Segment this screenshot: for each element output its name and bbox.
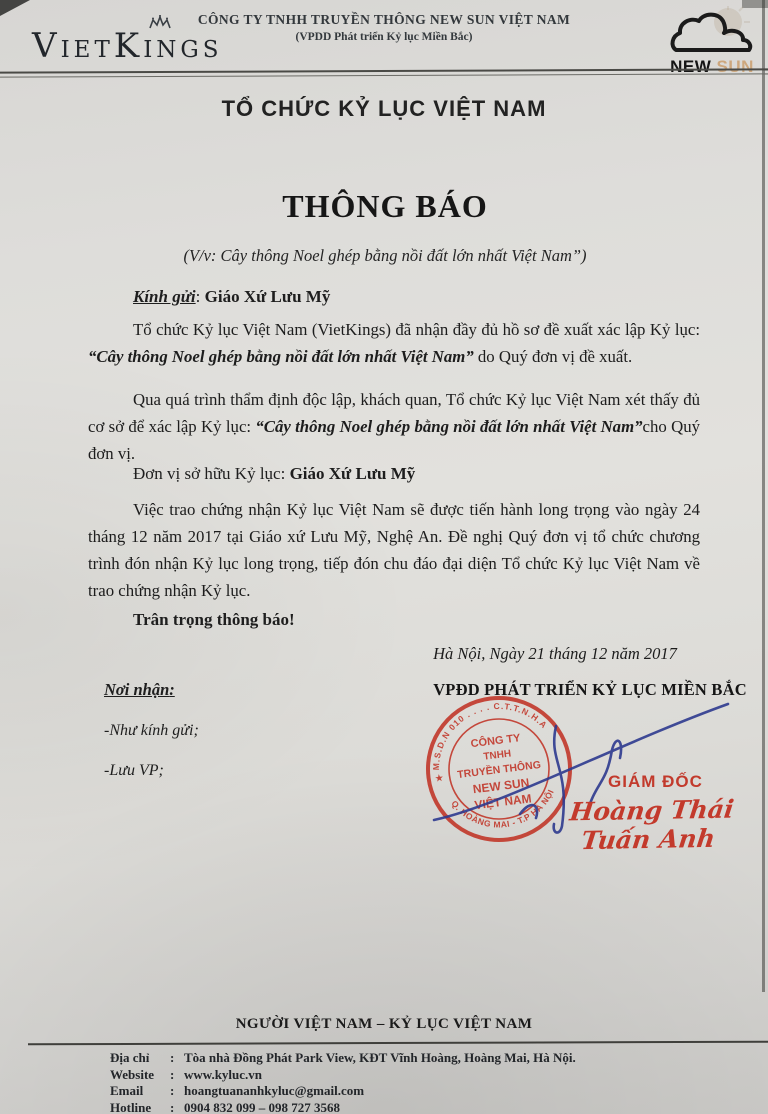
recipient-item: -Lưu VP; <box>104 762 164 779</box>
footer-divider <box>28 1041 768 1046</box>
company-name: CÔNG TY TNHH TRUYỀN THÔNG NEW SUN VIỆT NAM <box>197 12 571 27</box>
crown-icon <box>148 14 172 33</box>
paragraph-3: Việc trao chứng nhận Kỷ lục Việt Nam sẽ được tiến hành long trọng vào ngày 24 tháng 12 năm 2017 tại Giáo xứ Lưu Mỹ, Nghệ An. Đề nghị Quý đơn vị tổ chức chương trình đón nhận Kỷ lục long trọng, tiếp đón chu đáo đại diện Tổ chức Kỷ lục Việt Nam về trao chứng nhận Kỷ lục. <box>88 500 700 600</box>
vietkings-logo: VIETKINGS <box>32 26 223 66</box>
stamp-line: NEW SUN <box>472 775 531 797</box>
date-line: Hà Nội, Ngày 21 tháng 12 năm 2017 <box>433 644 677 663</box>
record-name: “Cây thông Noel ghép bằng nồi đất lớn nhất Việt Nam” <box>88 347 474 366</box>
owner-line: Đơn vị sở hữu Kỷ lục: Giáo Xứ Lưu Mỹ <box>133 464 416 483</box>
director-title: GIÁM ĐỐC <box>608 772 703 791</box>
owner-name: Giáo Xứ Lưu Mỹ <box>289 464 416 483</box>
footer-row-website: Website : www.kyluc.vn <box>110 1066 263 1082</box>
stamp-ring-top-text: M.S.D.N 010 . . . . C.T.T.N.H.A <box>430 700 550 771</box>
record-name: “Cây thông Noel ghép bằng nồi đất lớn nhất Việt Nam” <box>255 417 643 436</box>
stamp-line: TRUYỀN THÔNG <box>456 758 542 782</box>
address-value: Tòa nhà Đồng Phát Park View, KĐT Vĩnh Hoàng, Hoàng Mai, Hà Nội. <box>184 1050 576 1065</box>
stamp-ring-bottom-text: Q. HOÀNG MAI - T.P HÀ NỘI <box>449 787 556 830</box>
stamp-line: CÔNG TY <box>469 732 522 751</box>
hotline-value: 0904 832 099 – 098 727 3568 <box>184 1099 340 1114</box>
document-subject: (V/v: Cây thông Noel ghép bằng nồi đất lớn nhất Việt Nam”) <box>183 246 587 265</box>
footer-row-email: Email : hoangtuananhkyluc@gmail.com <box>110 1083 365 1098</box>
website-value: www.kyluc.vn <box>184 1066 263 1082</box>
paragraph-2: Qua quá trình thẩm định độc lập, khách quan, Tổ chức Kỷ lục Việt Nam xét thấy đủ cơ sở để xác lập Kỷ lục: “Cây thông Noel ghép bằng nồi đất lớn nhất Việt Nam”cho Quý đơn vị. <box>88 390 700 463</box>
director-signature-name: Hoàng Thái Tuấn Anh <box>568 794 736 856</box>
footer-slogan: NGƯỜI VIỆT NAM – KỶ LỤC VIỆT NAM <box>235 1016 533 1032</box>
header-divider <box>0 68 768 77</box>
stamp-star: ★ <box>434 772 445 785</box>
salutation-line: Kính gửi: Giáo Xứ Lưu Mỹ <box>133 287 331 306</box>
organization-title: TỔ CHỨC KỶ LỤC VIỆT NAM <box>221 96 547 121</box>
footer-contact-block <box>110 1050 576 1114</box>
company-subtitle: (VPDD Phát triển Kỷ lục Miền Bắc) <box>295 31 473 43</box>
footer-row-hotline: Hotline : 0904 832 099 – 098 727 3568 <box>110 1099 340 1114</box>
footer-row-address: Địa chỉ : Tòa nhà Đồng Phát Park View, KĐT Vĩnh Hoàng, Hoàng Mai, Hà Nội. <box>110 1050 576 1065</box>
scan-corner-artifact <box>0 0 30 16</box>
salutation-label: Kính gửi <box>133 287 196 306</box>
document-title: THÔNG BÁO <box>282 188 488 224</box>
closing-line: Trân trọng thông báo! <box>133 610 295 629</box>
newsun-wordmark: NEW SUN <box>670 57 754 76</box>
company-header <box>184 12 584 43</box>
newsun-logo <box>664 6 760 77</box>
stamp-line: VIỆT NAM <box>473 791 533 813</box>
cloud-sun-icon <box>666 6 758 58</box>
email-value: hoangtuananhkyluc@gmail.com <box>184 1083 365 1098</box>
salutation-recipient: Giáo Xứ Lưu Mỹ <box>204 287 331 306</box>
paragraph-1: Tổ chức Kỷ lục Việt Nam (VietKings) đã nhận đầy đủ hồ sơ đề xuất xác lập Kỷ lục: “Cây thông Noel ghép bằng nồi đất lớn nhất Việt Nam” do Quý đơn vị đề xuất. <box>88 320 700 366</box>
recipients-label: Nơi nhận: <box>104 680 175 699</box>
stamp-line: TNHH <box>482 748 512 763</box>
recipient-item: -Như kính gửi; <box>104 722 199 739</box>
signing-office-title: VPĐD PHÁT TRIỂN KỶ LỤC MIỀN BẮC <box>433 680 747 699</box>
vietkings-logo-letter: V <box>32 26 61 66</box>
